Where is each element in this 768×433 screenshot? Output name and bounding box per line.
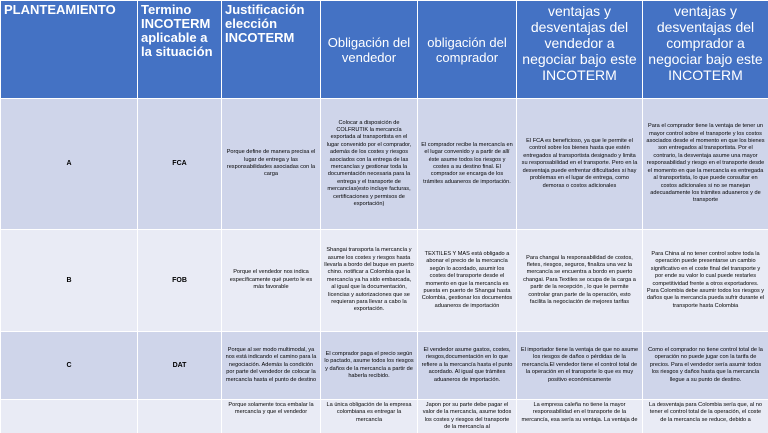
header-planteamiento: PLANTEAMIENTO — [1, 1, 138, 99]
justificacion-cell: Porque solamente toca embalar la mercancía y que el vendedor — [222, 400, 321, 433]
incoterm-cell — [138, 400, 222, 433]
ventajas-vendedor-cell: Para changai la responsabilidad de costos, fletes, riesgos, seguros, finaliza una vez la mercancía se encuentra a bordo en puerto changai. Para Textiles se ocupa de la carga a partir de la recepción , lo que le permite controlar gran parte de la operación, esto facilita la negociación de mejores tarifas — [517, 230, 643, 332]
obligacion-comprador-cell: El vendedor asume gastos, costes, riesgos,documentación en lo que refiere a la mercancía hasta el punto acordado. Al igual que trámites aduaneros de importación. — [418, 332, 517, 400]
ventajas-comprador-cell: La desventaja para Colombia sería que, al no tener el control total de la operación, el coste de la mercancía se reduce, debido a — [643, 400, 768, 433]
justificacion-cell: Porque al ser modo multimodal, ya nos está indicando el camino para la negociación. Además la condición por parte del vendedor de colocar la mercancía hasta el punto de destino — [222, 332, 321, 400]
planteamiento-cell: A — [1, 99, 138, 230]
incoterm-cell: DAT — [138, 332, 222, 400]
planteamiento-cell: C — [1, 332, 138, 400]
header-obligacion-comprador: obligación del comprador — [418, 1, 517, 99]
obligacion-vendedor-cell: El comprador paga el precio según lo pactado, asume todos los riesgos y daños de la mercancía a partir de haberla recibido. — [321, 332, 418, 400]
planteamiento-cell: B — [1, 230, 138, 332]
obligacion-vendedor-cell: La única obligación de la empresa colombiana es entregar la mercancía — [321, 400, 418, 433]
header-ventajas-vendedor: ventajas y desventajas del vendedor a negociar bajo este INCOTERM — [517, 1, 643, 99]
header-ventajas-comprador: ventajas y desventajas del comprador a negociar bajo este INCOTERM — [643, 1, 768, 99]
obligacion-vendedor-cell: Colocar a disposición de COLFRUTIK la mercancía exportada al transportista en el lugar convenido por el comprador, además de los costes y riesgos asociados con la entrega de las mercancías y gestionar toda la documentación necesaria para la entrega y el transporte de mercancías(esto incluye facturas, certificaciones y permisos de exportación) — [321, 99, 418, 230]
table-row — [1, 400, 768, 433]
header-termino-incoterm: Termino INCOTERM aplicable a la situación — [138, 1, 222, 99]
obligacion-vendedor-cell: Shangai transporta la mercancía y asume los costes y riesgos hasta llevarla a bordo del buque en puerto chino. notificar a Colombia que la mercancía ya ha sido embarcada, al igual que la documentación, licencias y autorizaciones que se requieran para llevar a cabo la exportación. — [321, 230, 418, 332]
planteamiento-cell — [1, 400, 138, 433]
incoterm-cell: FOB — [138, 230, 222, 332]
ventajas-comprador-cell: Como el comprador no tiene control total de la operación no puede jugar con la tarifa de precios. Para el vendedor sería asumir todos los riesgos y daños hasta que la mercancía llegue a su punto de destino. — [643, 332, 768, 400]
ventajas-vendedor-cell: La empresa caleña no tiene la mayor responsabilidad en el transporte de la mercancía, esa sería su ventaja. La ventaja de — [517, 400, 643, 433]
ventajas-comprador-cell: Para China al no tener control sobre toda la operación puede presentarse un cambio significativo en el coste final del transporte y por ende su valor lo cual puede restarles competitividad frente a otros exportadores. Para Colombia debe asumir todos los riesgos y daños que la mercancía pueda sufrir durante el transporte hasta Colombia — [643, 230, 768, 332]
ventajas-vendedor-cell: El FCA es beneficioso, ya que le permite el control sobre los bienes hasta que estén entregados al transportista designado y limita su responsabilidad en el transporte. Pero en la desventaja puede enfrentar dificultades si hay problemas en el lugar de entrega, como demoras o costos adicionales — [517, 99, 643, 230]
table-row — [1, 99, 768, 230]
table-row — [1, 332, 768, 400]
header-row — [1, 1, 768, 99]
justificacion-cell: Porque el vendedor nos indica específicamente qué puerto le es más favorable — [222, 230, 321, 332]
table-row — [1, 230, 768, 332]
header-justificacion: Justificación elección INCOTERM — [222, 1, 321, 99]
ventajas-comprador-cell: Para el comprador tiene la ventaja de tener un mayor control sobre el transporte y los costos asociados desde el momento en que los bienes son entregados al transportista. Por el contrario, la desventaja asume una mayor responsabilidad y riesgo en el transporte desde el momento en que la mercancía es entregada al transportista, lo que puede consultar en costos adicionales si no se manejan adecuadamente los trámites aduaneros y de transporte — [643, 99, 768, 230]
obligacion-comprador-cell: TEXTILES Y MAS está obligado a abonar el precio de la mercancía según lo acordado, asumir los costes del transporte desde el momento en que la mercancía es puesta en puerto de Shangai hasta Colombia, gestionar los documentos aduaneros de importación — [418, 230, 517, 332]
incoterm-cell: FCA — [138, 99, 222, 230]
obligacion-comprador-cell: Japon por su parte debe pagar el valor de la mercancía, asume todos los costes y riesgos del transporte de la mercancía al — [418, 400, 517, 433]
justificacion-cell: Porque define de manera precisa el lugar de entrega y las responsabilidades asociadas con la carga — [222, 99, 321, 230]
ventajas-vendedor-cell: El importador tiene la ventaja de que no asume los riesgos de daños o pérdidas de la mercancía.El vendedor tiene el control total de la operación en el transporte lo que es muy positivo económicamente — [517, 332, 643, 400]
obligacion-comprador-cell: El comprador recibe la mercancía en el lugar convenido y a partir de allí éste asume todos los riesgos y costes a su destino final. El comprador se encarga de los trámites aduaneros de importación. — [418, 99, 517, 230]
header-obligacion-vendedor: Obligación del vendedor — [321, 1, 418, 99]
